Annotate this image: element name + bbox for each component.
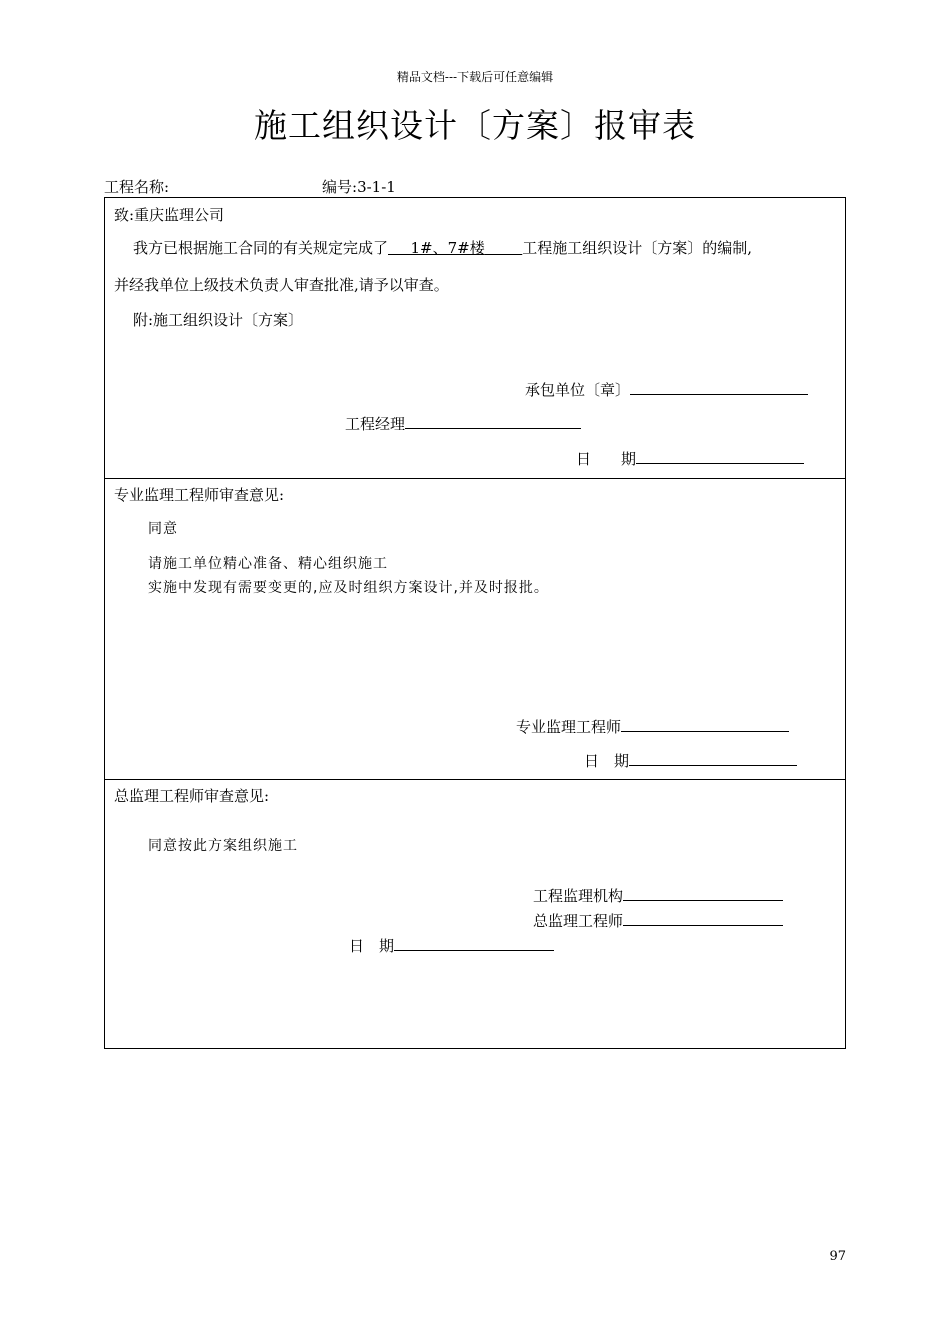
number-label: 编号: (322, 178, 358, 196)
org-label: 工程监理机构 (533, 887, 624, 905)
specialist-opinion-2: 请施工单位精心准备、精心组织施工 (148, 556, 388, 572)
specialist-label: 专业监理工程师 (516, 718, 622, 736)
date-blank-1 (636, 447, 804, 464)
specialist-opinion-1: 同意 (148, 521, 178, 537)
chief-blank (623, 909, 783, 926)
number-field (322, 176, 396, 197)
date-label-2: 日 期 (584, 752, 630, 770)
contractor-signature (525, 378, 808, 400)
divider-1 (105, 478, 845, 479)
date-signature-1 (576, 447, 804, 469)
chief-label: 总监理工程师 (533, 912, 624, 930)
chief-opinion: 同意按此方案组织施工 (148, 838, 298, 854)
body-suffix: 工程施工组织设计〔方案〕的编制, (522, 239, 753, 257)
org-blank (623, 884, 783, 901)
contractor-label: 承包单位〔章〕 (525, 381, 631, 399)
specialist-blank (621, 715, 789, 732)
project-fill: 1#、7#楼 (410, 239, 485, 257)
date-label-3: 日 期 (349, 937, 395, 955)
specialist-signature (516, 715, 789, 737)
approval-form-table (104, 197, 846, 1049)
page-number: 97 (829, 1249, 846, 1264)
body-prefix: 我方已根据施工合同的有关规定完成了 (133, 239, 389, 257)
date-label-1: 日 期 (576, 450, 637, 468)
date-signature-3 (349, 934, 554, 956)
divider-2 (105, 779, 845, 780)
header-note: 精品文档---下载后可任意编辑 (396, 70, 554, 84)
submission-body-line2: 并经我单位上级技术负责人审查批准,请予以审查。 (114, 276, 449, 294)
org-signature (533, 884, 783, 906)
contractor-blank (630, 378, 808, 395)
manager-blank (405, 412, 581, 429)
submission-body-line1 (133, 237, 752, 258)
chief-heading: 总监理工程师审查意见: (114, 787, 270, 805)
manager-signature (345, 412, 581, 434)
attachment-line: 附:施工组织设计〔方案〕 (133, 311, 304, 329)
date-blank-2 (629, 749, 797, 766)
project-name-label: 工程名称: (104, 178, 170, 196)
number-value: 3-1-1 (357, 178, 396, 196)
chief-signature (533, 909, 783, 931)
specialist-opinion-3: 实施中发现有需要变更的,应及时组织方案设计,并及时报批。 (148, 580, 549, 596)
manager-label: 工程经理 (345, 415, 406, 433)
to-line: 致:重庆监理公司 (114, 206, 225, 224)
page-title: 施工组织设计〔方案〕报审表 (254, 106, 696, 145)
specialist-heading: 专业监理工程师审查意见: (114, 486, 285, 504)
date-signature-2 (584, 749, 797, 771)
date-blank-3 (394, 934, 554, 951)
